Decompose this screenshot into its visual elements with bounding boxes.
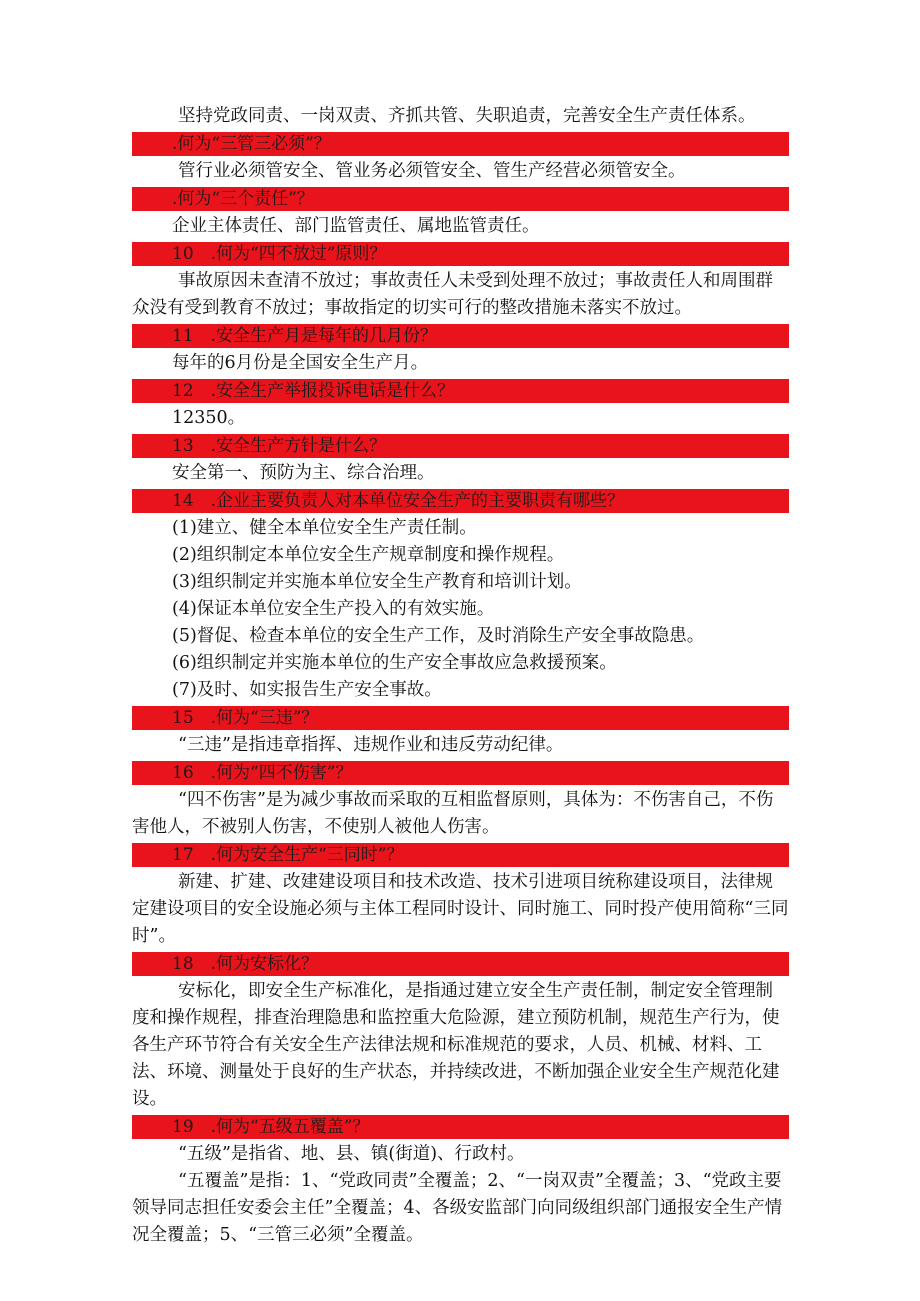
list-item: (2)组织制定本单位安全生产规章制度和操作规程。 bbox=[172, 545, 565, 565]
list-item: (3)组织制定并实施本单位安全生产教育和培训计划。 bbox=[172, 572, 582, 592]
question-heading: 10 .何为“四不放过”原则？ bbox=[132, 242, 789, 266]
question-heading: 15 .何为“三违”？ bbox=[132, 706, 789, 730]
answer-paragraph: 管行业必须管安全、管业务必须管安全、管生产经营必须管安全。 bbox=[178, 161, 686, 181]
answer-paragraph: 事故原因未查清不放过；事故责任人未受到处理不放过；事故责任人和周围群众没有受到教育不放过；事故指定的切实可行的整改措施未落实不放过。 bbox=[132, 271, 773, 318]
question-heading: 18 .何为安标化？ bbox=[132, 952, 789, 976]
question-heading: .何为“三管三必须”？ bbox=[132, 132, 789, 156]
answer-paragraph: “五级”是指省、地、县、镇(街道)、行政村。 bbox=[178, 1144, 525, 1164]
question-heading: 11 .安全生产月是每年的几月份？ bbox=[132, 324, 789, 348]
list-item: (6)组织制定并实施本单位的生产安全事故应急救援预案。 bbox=[172, 653, 617, 673]
answer-paragraph: 12350。 bbox=[172, 408, 246, 428]
question-heading: 19 .何为“五级五覆盖”？ bbox=[132, 1115, 789, 1139]
question-heading: 14 .企业主要负责人对本单位安全生产的主要职责有哪些？ bbox=[132, 489, 789, 513]
question-heading: 13 .安全生产方针是什么？ bbox=[132, 434, 789, 458]
document-body bbox=[132, 103, 789, 1249]
question-heading: 12 .安全生产举报投诉电话是什么？ bbox=[132, 379, 789, 403]
answer-paragraph: 企业主体责任、部门监管责任、属地监管责任。 bbox=[172, 216, 540, 236]
question-heading: .何为“三个责任”？ bbox=[132, 187, 789, 211]
list-item: (7)及时、如实报告生产安全事故。 bbox=[172, 680, 442, 700]
answer-paragraph: 新建、扩建、改建建设项目和技术改造、技术引进项目统称建设项目，法律规定建设项目的安全设施必须与主体工程同时设计、同时施工、同时投产使用简称“三同时”。 bbox=[132, 872, 789, 946]
list-item: (5)督促、检查本单位的安全生产工作，及时消除生产安全事故隐患。 bbox=[172, 626, 705, 646]
answer-paragraph: “五覆盖”是指：1、“党政同责”全覆盖；2、“一岗双责”全覆盖；3、“党政主要领导同志担任安委会主任”全覆盖；4、各级安监部门向同级组织部门通报安全生产情况全覆盖；5、“三管三必须”全覆盖。 bbox=[132, 1171, 783, 1245]
answer-paragraph: “四不伤害”是为减少事故而采取的互相监督原则，具体为：不伤害自己，不伤害他人，不被别人伤害，不使别人被他人伤害。 bbox=[132, 790, 774, 837]
answer-paragraph: 安标化，即安全生产标准化，是指通过建立安全生产责任制，制定安全管理制度和操作规程，排查治理隐患和监控重大危险源，建立预防机制，规范生产行为，使各生产环节符合有关安全生产法律法规和标准规范的要求，人员、机械、材料、工法、环境、测量处于良好的生产状态，并持续改进，不断加强企业安全生产规范化建设。 bbox=[132, 981, 780, 1109]
question-heading: 17 .何为安全生产“三同时”？ bbox=[132, 843, 789, 867]
question-heading: 16 .何为“四不伤害”？ bbox=[132, 761, 789, 785]
answer-paragraph: 每年的6月份是全国安全生产月。 bbox=[172, 353, 429, 373]
answer-paragraph: “三违”是指违章指挥、违规作业和违反劳动纪律。 bbox=[178, 735, 564, 755]
list-item: (1)建立、健全本单位安全生产责任制。 bbox=[172, 518, 477, 538]
answer-paragraph: 安全第一、预防为主、综合治理。 bbox=[172, 463, 435, 483]
list-item: (4)保证本单位安全生产投入的有效实施。 bbox=[172, 599, 495, 619]
duties-list bbox=[132, 515, 789, 704]
intro-paragraph: 坚持党政同责、一岗双责、齐抓共管、失职追责，完善安全生产责任体系。 bbox=[178, 106, 756, 126]
